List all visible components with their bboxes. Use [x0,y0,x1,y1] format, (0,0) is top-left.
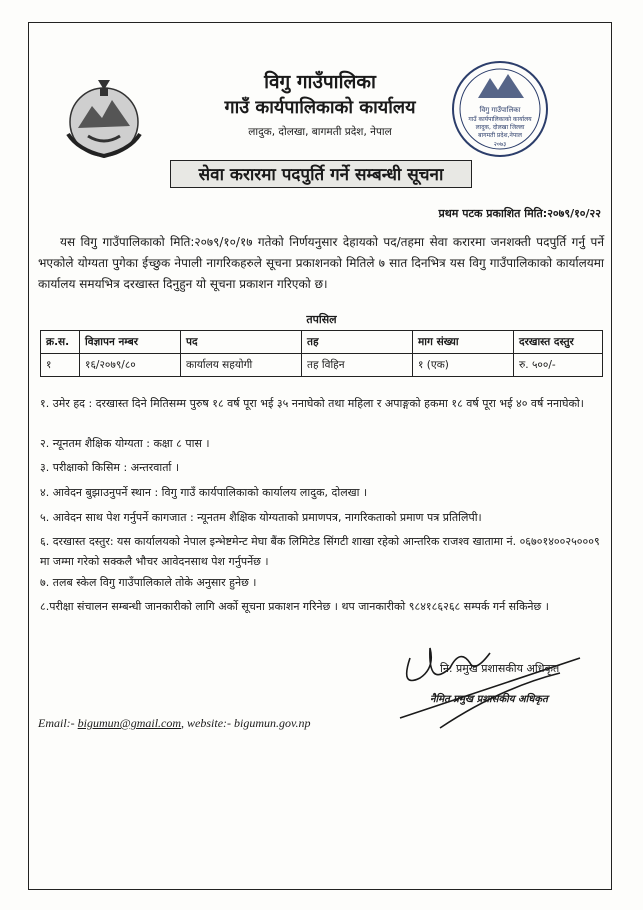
col-post: पद [181,331,302,354]
cell-ad-number: १६/२०७९/८० [80,354,181,377]
cell-sn: १ [41,354,80,377]
municipality-title: विगु गाउँपालिका [264,71,376,93]
seal-line-4: बागमती प्रदेश,नेपाल [478,132,522,139]
col-demand: माग संख्या [413,331,514,354]
list-item: ७. तलब स्केल विगु गाउँपालिकाले तोके अनुसार हुनेछ । [40,576,257,589]
office-address: लादुक, दोलखा, बागमती प्रदेश, नेपाल [248,126,392,138]
cell-post: कार्यालय सहयोगी [181,354,302,377]
website-link[interactable]: bigumun.gov.np [234,716,311,730]
table-caption: तपसिल [306,313,337,326]
list-item: ३. परीक्षाको किसिम : अन्तरवार्ता । [40,461,180,474]
email-link[interactable]: bigumun@gmail.com [77,716,182,730]
list-item: ८.परीक्षा संचालन सम्बन्धी जानकारीको लागि अर्को सूचना प्रकाशन गरिनेछ । थप जानकारीको ९८४१८६२६८ सम्पर्क गर्न सकिनेछ । [40,600,549,613]
signatory-title: नि. प्रमुख प्रशासकीय अधिकृत [440,662,560,675]
cell-level: तह विहिन [302,354,413,377]
table-header-row [41,331,603,354]
seal-line-2: गाउँ कार्यपालिकाको कार्यालय [468,116,532,123]
seal-line-3: लादुक, दोलखा जिल्ला [475,124,525,131]
col-level: तह [302,331,413,354]
list-item: ४. आवेदन बुझाउनुपर्ने स्थान : विगु गाउँ कार्यपालिकाको कार्यालय लादुक, दोलखा । [40,486,368,499]
list-item: १. उमेर हद : दरखास्त दिने मितिसम्म पुरुष १८ वर्ष पूरा भई ३५ ननाघेको तथा महिला र अपाङ्गको हकमा १८ वर्ष पूरा भई ४० वर्ष ननाघेको। [40,397,584,410]
list-item: ५. आवेदन साथ पेश गर्नुपर्ने कागजात : न्यूनतम शैक्षिक योग्यताको प्रमाणपत्र, नागरिकताको प्रमाण पत्र प्रतिलिपी। [40,511,482,524]
published-date: प्रथम पटक प्रकाशित मिति:२०७९/१०/२२ [438,207,601,220]
list-item: २. न्यूनतम शैक्षिक योग्यता : कक्षा ८ पास । [40,437,210,450]
list-item: ६. दरखास्त दस्तुर: यस कार्यालयको नेपाल इन्भेष्टमेन्ट मेघा बैंक लिमिटेड सिंगटी शाखा रहेको आन्तरिक राजश्व खातामा नं. ०६७०१४००२५०००९ मा जम्मा गरेको सक्कलै भौचर आवेदनसाथ पेश गर्नुपर्नेछ । [40,535,600,568]
table-row [41,354,603,377]
col-ad-number: विज्ञापन नम्बर [80,331,181,354]
office-title: गाउँ कार्यपालिकाको कार्यालय [224,97,416,118]
contact-footer [38,716,310,731]
signatory-stamp: नैमित प्रमुख प्रशासकीय अधिकृत [430,694,548,705]
notice-title-banner: सेवा करारमा पदपुर्ति गर्ने सम्बन्धी सूचना [170,160,472,188]
col-fee: दरखास्त दस्तुर [514,331,603,354]
col-sn: क्र.स. [41,331,80,354]
email-label: Email:- [38,716,75,730]
nepal-emblem-icon [58,76,150,162]
website-label: , website:- [181,716,232,730]
handwritten-signature-icon [380,628,610,748]
intro-paragraph: यस विगु गाउँपालिकाको मिति:२०७९/१०/१७ गतेको निर्णयनुसार देहायको पद/तहमा सेवा करारमा जनशक्ती पदपुर्ति गर्नु पर्ने भएकोले योग्यता पुगेका ईच्छुक नेपाली नागरिकहरुले सूचना प्रकाशनको मितिले ७ सात दिनभित्र यस विगु गाउँपालिकाको कार्यालयमा कार्यालय समयभित्र दरखास्त दिनुहुन यो सूचना प्रकाशन गरिएको छ। [38,235,604,291]
cell-fee: रु. ५००/- [514,354,603,377]
seal-year: २०७३ [493,141,507,148]
vacancy-table [40,330,603,377]
cell-demand: १ (एक) [413,354,514,377]
seal-line-1: विगु गाउँपालिका [479,106,521,114]
